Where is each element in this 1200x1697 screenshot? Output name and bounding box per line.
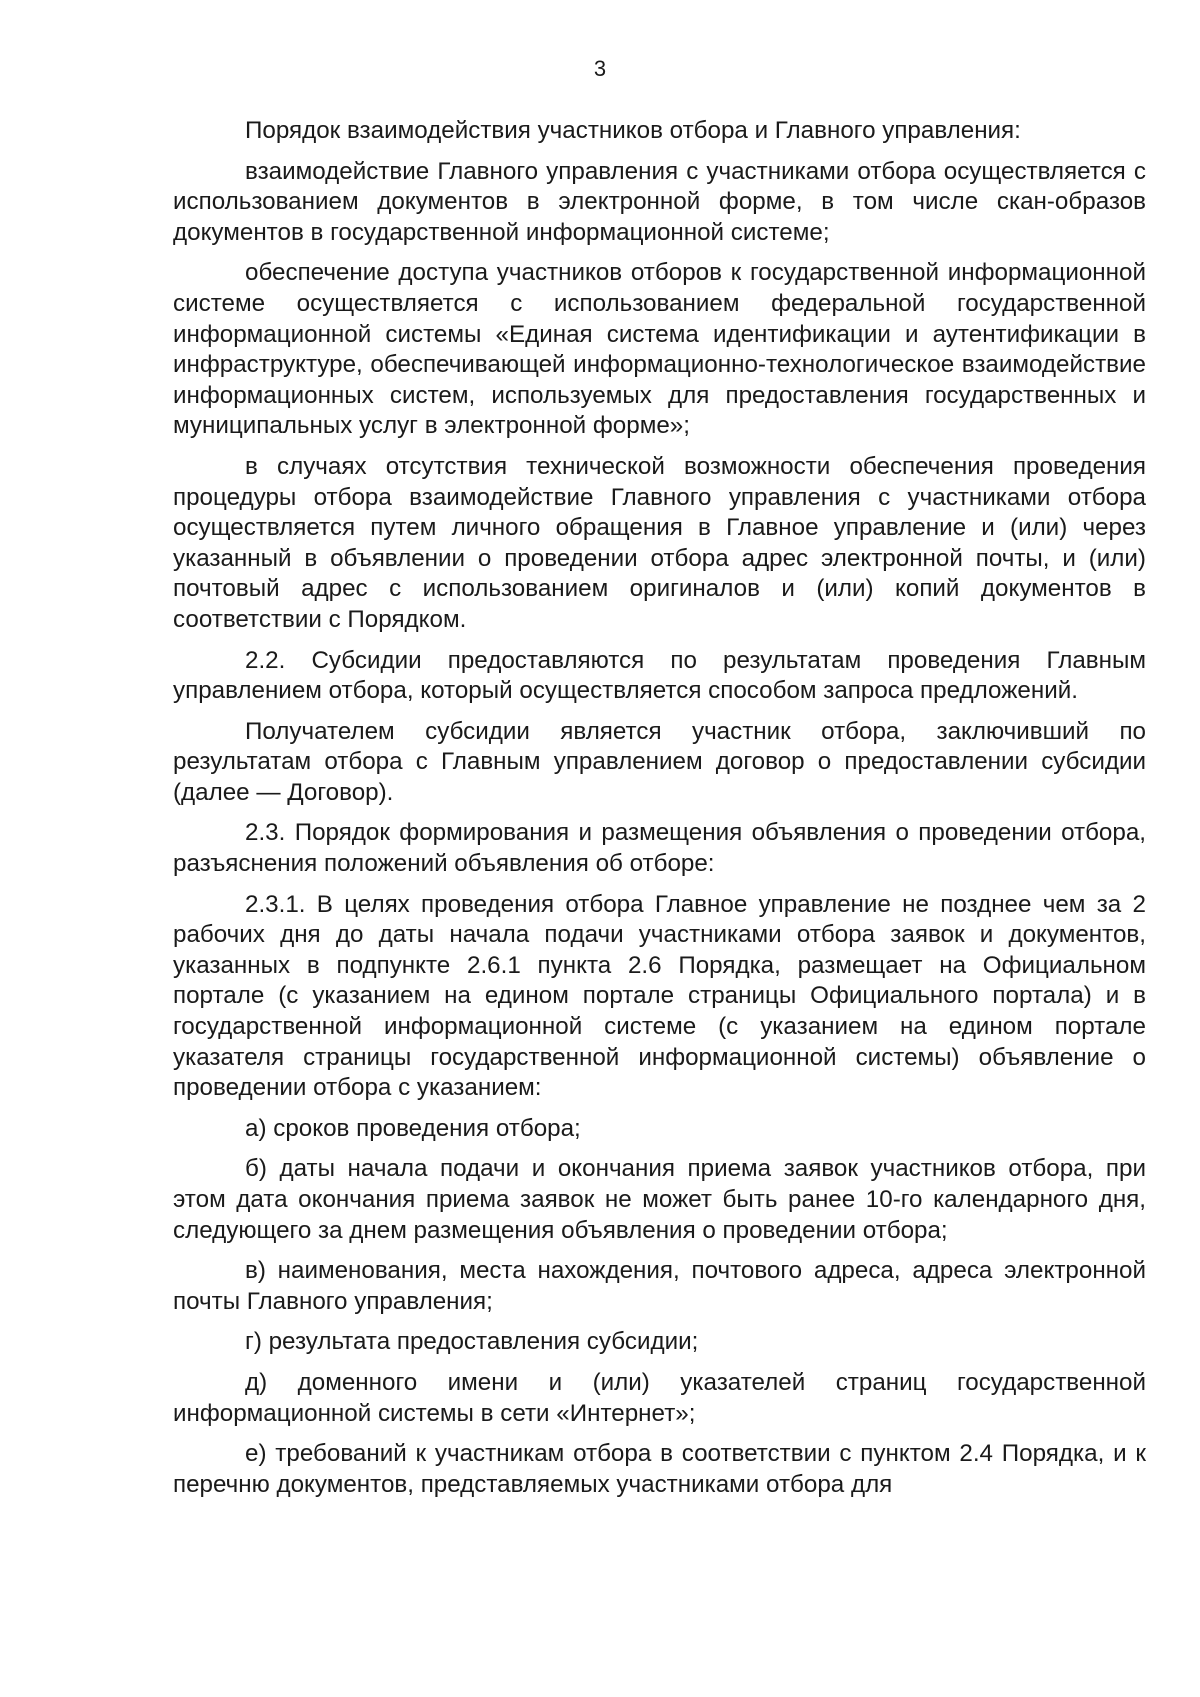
- paragraph-interaction-order: Порядок взаимодействия участников отбора и Главного управления:: [245, 117, 1021, 144]
- list-item-v: в) наименования, места нахождения, почтового адреса, адреса электронной почты Главного управления;: [173, 1257, 1146, 1315]
- paragraph-2-3-1: 2.3.1. В целях проведения отбора Главное управление не позднее чем за 2 рабочих дня до даты начала подачи участниками отбора заявок и документов, указанных в подпункте 2.6.1 пункта 2.6 Порядка, размещает на Официальном портале (с указанием на едином портале страницы Официального портала) и в государственной информационной системе (с указанием на едином портале указателя страницы государственной информационной системы) объявление о проведении отбора с указанием:: [173, 890, 1146, 1102]
- list-item-a: а) сроков проведения отбора;: [245, 1114, 581, 1142]
- document-body: [173, 116, 1146, 1510]
- paragraph-electronic-documents: взаимодействие Главного управления с участниками отбора осуществляется с использованием документов в электронной форме, в том числе скан-образов документов в государственной информационной системе;: [173, 157, 1146, 246]
- list-item-b: б) даты начала подачи и окончания приема заявок участников отбора, при этом дата окончания приема заявок не может быть ранее 10-го календарного дня, следующего за днем размещения объявления о проведении отбора;: [173, 1155, 1146, 1244]
- paragraph-2-2: 2.2. Субсидии предоставляются по результатам проведения Главным управлением отбора, который осуществляется способом запроса предложений.: [173, 646, 1146, 705]
- list-item-e: е) требований к участникам отбора в соответствии с пунктом 2.4 Порядка, и к перечню документов, представляемых участниками отбора для: [173, 1440, 1146, 1498]
- paragraph-no-technical-possibility: в случаях отсутствия технической возможности обеспечения проведения процедуры отбора взаимодействие Главного управления с участниками отбора осуществляется путем личного обращения в Главное управление и (или) через указанный в объявлении о проведении отбора адрес электронной почты, и (или) почтовый адрес с использованием оригиналов и (или) копий документов в соответствии с Порядком.: [173, 452, 1146, 633]
- list-item-d: д) доменного имени и (или) указателей страниц государственной информационной системы в сети «Интернет»;: [173, 1368, 1146, 1427]
- list-item-g: г) результата предоставления субсидии;: [245, 1328, 699, 1356]
- paragraph-subsidy-recipient: Получателем субсидии является участник отбора, заключивший по результатам отбора с Главным управлением договор о предоставлении субсидии (далее — Договор).: [173, 717, 1146, 806]
- page-number: 3: [593, 56, 607, 81]
- paragraph-2-3: 2.3. Порядок формирования и размещения объявления о проведении отбора, разъяснения положений объявления об отборе:: [173, 819, 1146, 878]
- paragraph-access-esia: обеспечение доступа участников отборов к государственной информационной системе осуществляется с использованием федеральной государственной информационной системы «Единая система идентификации и аутентификации в инфраструктуре, обеспечивающей информационно-технологическое взаимодействие информационных систем, используемых для предоставления государственных и муниципальных услуг в электронной форме»;: [173, 259, 1146, 440]
